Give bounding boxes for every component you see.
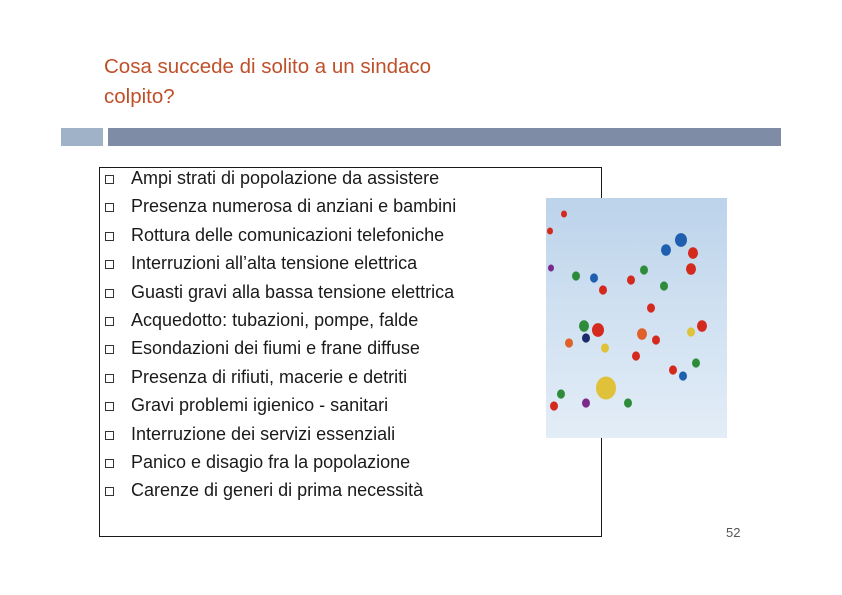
bullet-text: Presenza numerosa di anziani e bambini (131, 196, 457, 217)
square-bullet-icon (105, 459, 114, 468)
bullet-text: Acquedotto: tubazioni, pompe, falde (131, 310, 419, 331)
balloon-icon (548, 265, 554, 272)
bullet-text: Rottura delle comunicazioni telefoniche (131, 224, 445, 245)
balloon-icon (624, 398, 632, 407)
balloon-icon (550, 401, 558, 410)
bullet-item (105, 394, 465, 417)
balloon-icon (579, 320, 589, 332)
bullet-text: Interruzione dei servizi essenziali (131, 423, 396, 444)
square-bullet-icon (105, 317, 114, 326)
balloon-icon (669, 365, 677, 374)
bullet-text: Esondazioni dei fiumi e frane diffuse (131, 338, 420, 359)
bullet-item (105, 224, 465, 247)
bullet-item (105, 366, 465, 389)
balloon-icon (565, 338, 573, 347)
balloon-icon (660, 281, 668, 290)
balloon-icon (601, 343, 609, 352)
title-divider-right (108, 128, 781, 146)
page-number: 52 (726, 525, 741, 540)
balloon-icon (627, 275, 635, 284)
square-bullet-icon (105, 487, 114, 496)
balloon-icon (652, 335, 660, 344)
bullet-item (105, 451, 465, 474)
square-bullet-icon (105, 232, 114, 241)
bullet-text: Presenza di rifiuti, macerie e detriti (131, 366, 408, 387)
bullet-item (105, 479, 465, 502)
balloon-icon (632, 351, 640, 360)
bullet-text: Panico e disagio fra la popolazione (131, 452, 411, 473)
bullet-text: Ampi strati di popolazione da assistere (131, 168, 440, 188)
balloon-icon (692, 358, 700, 367)
balloon-icon (599, 285, 607, 294)
balloon-icon (561, 211, 567, 218)
bullet-text: Interruzioni all’alta tensione elettrica (131, 253, 418, 274)
balloon-icon (547, 228, 553, 235)
square-bullet-icon (105, 345, 114, 354)
slide-title-line-1: Cosa succede di solito a un sindaco (104, 55, 432, 78)
balloon-icon (686, 263, 696, 275)
bullet-text: Carenze di generi di prima necessità (131, 480, 424, 501)
bullet-item (105, 337, 465, 360)
balloons-sky-photo (546, 198, 727, 438)
square-bullet-icon (105, 175, 114, 184)
balloon-icon (688, 247, 698, 259)
balloon-icon (572, 271, 580, 280)
slide-title (104, 52, 524, 112)
square-bullet-icon (105, 402, 114, 411)
balloon-icon (582, 333, 590, 342)
square-bullet-icon (105, 203, 114, 212)
balloon-icon (697, 320, 707, 332)
balloon-icon (596, 377, 616, 400)
balloon-icon (557, 389, 565, 398)
balloons-illustration (546, 198, 727, 438)
balloon-icon (592, 323, 604, 337)
title-divider-left (61, 128, 103, 146)
bullet-item (105, 195, 465, 218)
balloon-icon (661, 244, 671, 256)
balloon-icon (647, 303, 655, 312)
square-bullet-icon (105, 289, 114, 298)
bullet-item (105, 252, 465, 275)
bullet-item (105, 309, 465, 332)
balloon-icon (640, 265, 648, 274)
bullet-item (105, 167, 465, 190)
bullet-text: Guasti gravi alla bassa tensione elettrica (131, 281, 455, 302)
bullet-list (105, 167, 465, 508)
balloon-icon (687, 327, 695, 336)
balloon-icon (675, 233, 687, 247)
bullet-text: Gravi problemi igienico - sanitari (131, 395, 389, 416)
slide-title-line-2: colpito? (104, 85, 175, 108)
bullet-item (105, 281, 465, 304)
balloon-icon (637, 328, 647, 340)
square-bullet-icon (105, 260, 114, 269)
balloon-icon (679, 371, 687, 380)
square-bullet-icon (105, 431, 114, 440)
bullet-item (105, 423, 465, 446)
balloon-icon (590, 273, 598, 282)
balloon-icon (582, 398, 590, 407)
square-bullet-icon (105, 374, 114, 383)
